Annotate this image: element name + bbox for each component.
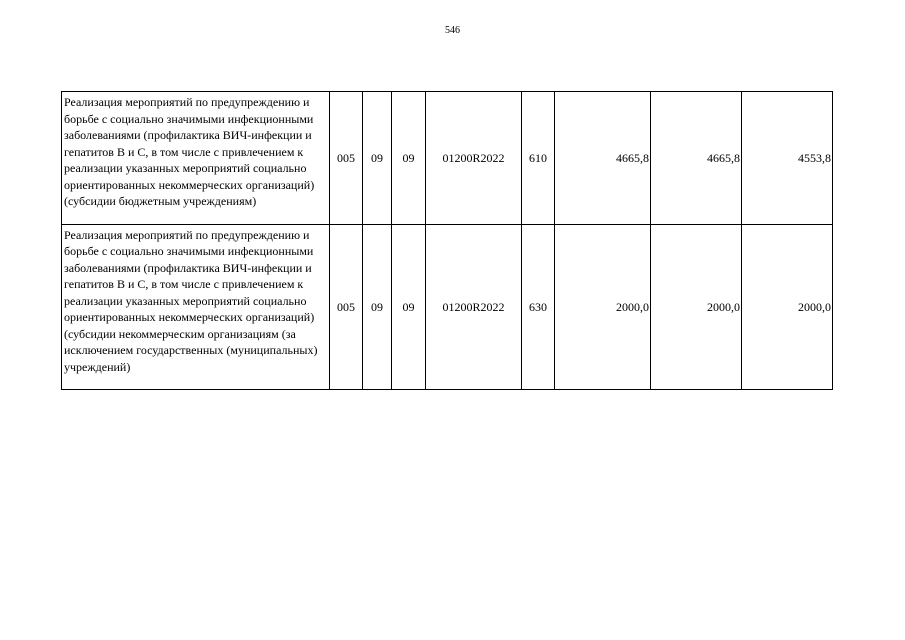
amount-2: 2000,0 xyxy=(651,224,742,390)
section-code: 09 xyxy=(363,224,392,390)
section-code: 09 xyxy=(363,92,392,225)
expense-type-code: 630 xyxy=(522,224,555,390)
amount-1: 2000,0 xyxy=(555,224,651,390)
ministry-code: 005 xyxy=(330,224,363,390)
ministry-code: 005 xyxy=(330,92,363,225)
subsection-code: 09 xyxy=(392,92,426,225)
amount-1: 4665,8 xyxy=(555,92,651,225)
amount-3: 2000,0 xyxy=(742,224,833,390)
target-article-code: 01200R2022 xyxy=(426,224,522,390)
row-description: Реализация мероприятий по предупреждению и борьбе с социально значимыми инфекционными заболеваниями (профилактика ВИЧ-инфекции и гепатитов В и С, в том числе с привлечением к реализации указанных мероприятий социально ориентированных некоммерческих организаций) (субсидии некоммерческим организациям (за исключением государственных (муниципальных) учреждений) xyxy=(62,224,330,390)
amount-3: 4553,8 xyxy=(742,92,833,225)
target-article-code: 01200R2022 xyxy=(426,92,522,225)
table-row xyxy=(62,92,833,225)
table-row xyxy=(62,224,833,390)
row-description: Реализация мероприятий по предупреждению и борьбе с социально значимыми инфекционными заболеваниями (профилактика ВИЧ-инфекции и гепатитов В и С, в том числе с привлечением к реализации указанных мероприятий социально ориентированных некоммерческих организаций) (субсидии бюджетным учреждениям) xyxy=(62,92,330,225)
expense-type-code: 610 xyxy=(522,92,555,225)
subsection-code: 09 xyxy=(392,224,426,390)
page-number: 546 xyxy=(445,25,460,36)
budget-table xyxy=(61,91,833,390)
amount-2: 4665,8 xyxy=(651,92,742,225)
